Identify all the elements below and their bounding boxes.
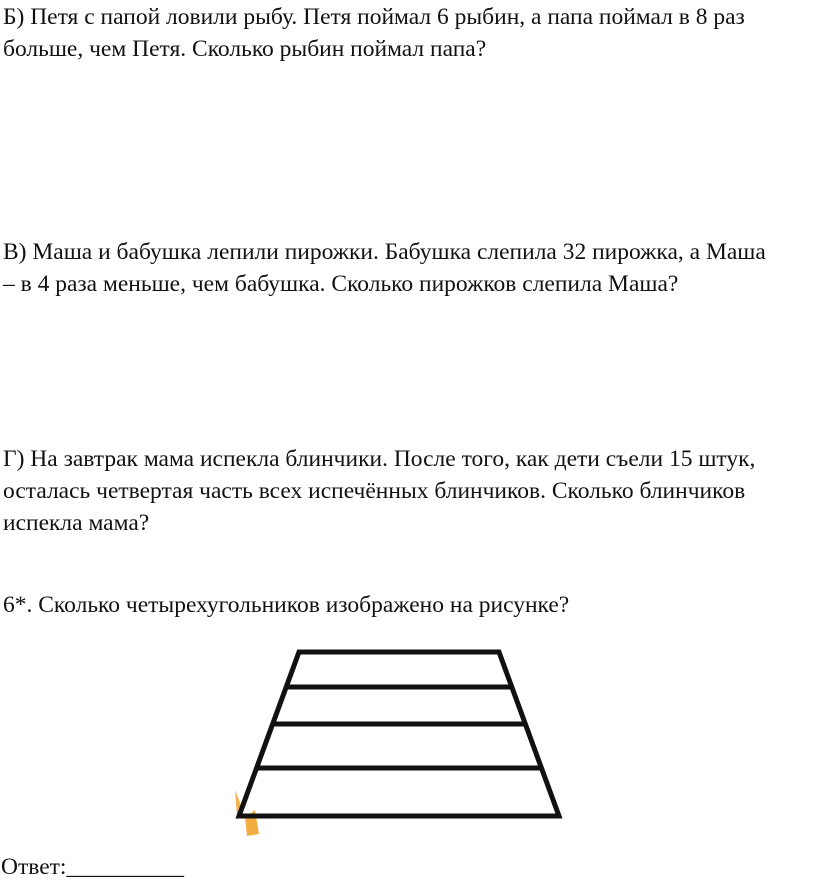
task-g-text: Г) На завтрак мама испекла блинчики. После того, как дети съели 15 штук, осталась четвертая часть всех испечённых блинчиков. Сколько блинчиков испекла мама?: [3, 446, 756, 536]
answer-line: [1, 851, 184, 883]
task-6-text: 6*. Сколько четырехугольников изображено на рисунке?: [3, 592, 570, 618]
task-b-text: Б) Петя с папой ловили рыбу. Петя поймал 6 рыбин, а папа поймал в 8 раз больше, чем Петя. Сколько рыбин поймал папа?: [3, 4, 745, 62]
answer-blank[interactable]: __________: [66, 854, 184, 880]
task-v-text: В) Маша и бабушка лепили пирожки. Бабушка слепила 32 пирожка, а Маша – в 4 раза меньше, чем бабушка. Сколько пирожков слепила Маша?: [3, 239, 766, 297]
answer-label: Ответ:: [1, 854, 67, 880]
trapezoid-outline: [239, 652, 559, 816]
trapezoid-figure: [225, 640, 585, 840]
